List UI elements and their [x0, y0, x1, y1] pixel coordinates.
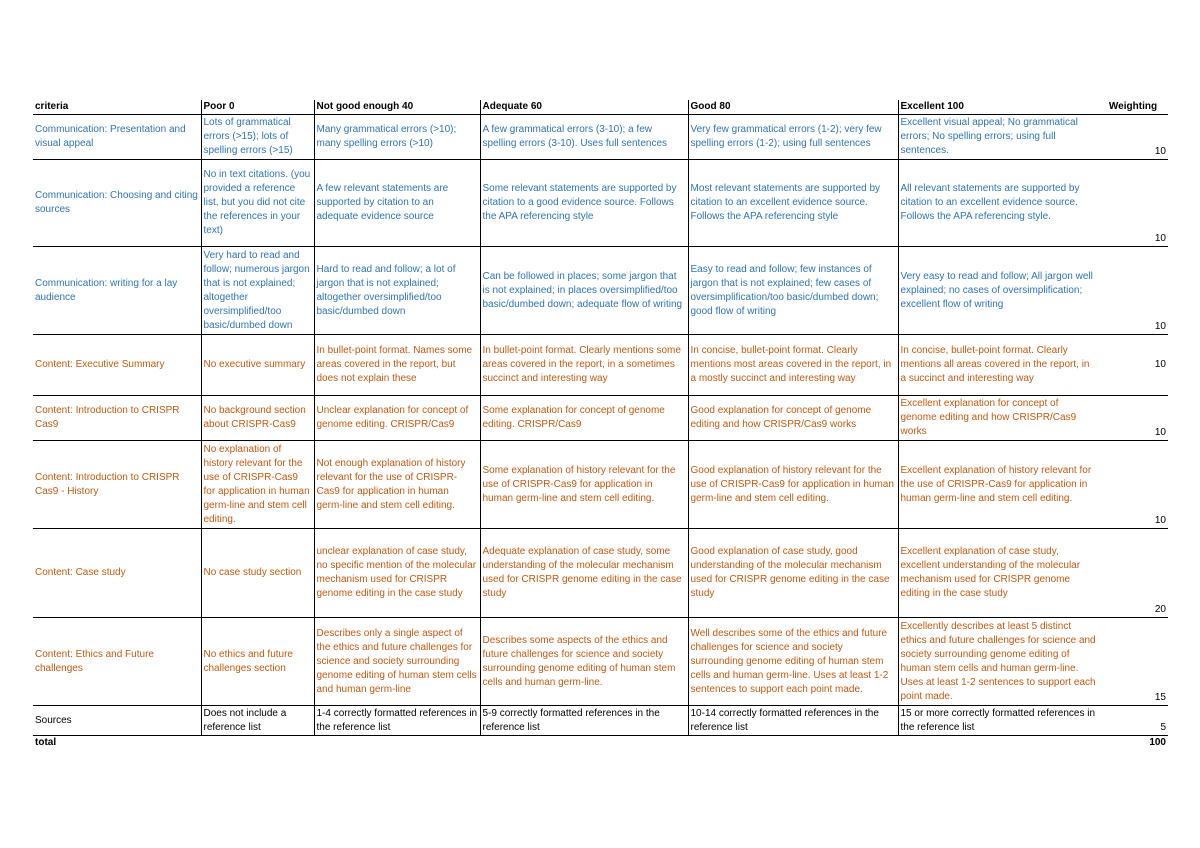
- adequate-cell: In bullet-point format. Clearly mentions some areas covered in the report, in a sometimes succinct and interesting way: [480, 335, 688, 396]
- header-weighting: Weighting: [1098, 100, 1168, 115]
- excellent-cell: 15 or more correctly formatted references in the reference list: [898, 706, 1098, 736]
- excellent-cell: Excellently describes at least 5 distinct ethics and future challenges for science and society surrounding genome editing of human stem cells and human germ-line. Uses at least 1-2 sentences to support each point made.: [898, 618, 1098, 706]
- not-good-cell: A few relevant statements are supported by citation to an adequate evidence source: [314, 160, 480, 247]
- weight-cell: 15: [1098, 618, 1168, 706]
- not-good-cell: 1-4 correctly formatted references in the reference list: [314, 706, 480, 736]
- excellent-cell: Very easy to read and follow; All jargon well explained; no cases of oversimplification; excellent flow of writing: [898, 247, 1098, 335]
- good-cell: In concise, bullet-point format. Clearly mentions most areas covered in the report, in a mostly succinct and interesting way: [688, 335, 898, 396]
- good-cell: Easy to read and follow; few instances of jargon that is not explained; few cases of oversimplification/too basic/dumbed down; good flow of writing: [688, 247, 898, 335]
- not-good-cell: Many grammatical errors (>10); many spelling errors (>10): [314, 115, 480, 160]
- good-cell: Most relevant statements are supported by citation to an excellent evidence source. Follows the APA referencing style: [688, 160, 898, 247]
- weight-cell: 10: [1098, 396, 1168, 441]
- poor-cell: No explanation of history relevant for the use of CRISPR-Cas9 for application in human germ-line and stem cell editing.: [201, 441, 314, 529]
- criteria-cell: Communication: Choosing and citing sources: [33, 160, 201, 247]
- excellent-cell: Excellent explanation of case study, excellent understanding of the molecular mechanism used for CRISPR genome editing in the case study: [898, 529, 1098, 618]
- table-row: [33, 396, 1168, 441]
- poor-cell: No background section about CRISPR-Cas9: [201, 396, 314, 441]
- adequate-cell: 5-9 correctly formatted references in the reference list: [480, 706, 688, 736]
- excellent-cell: In concise, bullet-point format. Clearly mentions all areas covered in the report, in a succinct and interesting way: [898, 335, 1098, 396]
- criteria-cell: Content: Introduction to CRISPR Cas9 - History: [33, 441, 201, 529]
- excellent-cell: All relevant statements are supported by citation to an excellent evidence source. Follows the APA referencing style.: [898, 160, 1098, 247]
- good-cell: Good explanation of case study, good understanding of the molecular mechanism used for CRISPR genome editing in the case study: [688, 529, 898, 618]
- header-excellent: Excellent 100: [898, 100, 1098, 115]
- weight-cell: 5: [1098, 706, 1168, 736]
- good-cell: Good explanation for concept of genome editing and how CRISPR/Cas9 works: [688, 396, 898, 441]
- good-cell: Good explanation of history relevant for the use of CRISPR-Cas9 for application in human germ-line and stem cell editing.: [688, 441, 898, 529]
- poor-cell: No in text citations. (you provided a reference list, but you did not cite the references in your text): [201, 160, 314, 247]
- table-row: [33, 247, 1168, 335]
- not-good-cell: unclear explanation of case study, no specific mention of the molecular mechanism used for CRISPR genome editing in the case study: [314, 529, 480, 618]
- total-weight: 100: [1149, 737, 1166, 748]
- rubric-table: [33, 100, 1168, 750]
- adequate-cell: Some relevant statements are supported by citation to a good evidence source. Follows the APA referencing style: [480, 160, 688, 247]
- criteria-cell: Content: Ethics and Future challenges: [33, 618, 201, 706]
- poor-cell: No executive summary: [201, 335, 314, 396]
- poor-cell: Lots of grammatical errors (>15); lots of spelling errors (>15): [201, 115, 314, 160]
- criteria-cell: Content: Case study: [33, 529, 201, 618]
- adequate-cell: Some explanation for concept of genome editing. CRISPR/Cas9: [480, 396, 688, 441]
- good-cell: Well describes some of the ethics and future challenges for science and society surrounding genome editing of human stem cells and human germ-line. Uses at least 1-2 sentences to support each point made.: [688, 618, 898, 706]
- weight-cell: 20: [1098, 529, 1168, 618]
- total-row: [33, 736, 1168, 751]
- adequate-cell: Describes some aspects of the ethics and future challenges for science and society surrounding genome editing of human stem cells and human germ-line.: [480, 618, 688, 706]
- not-good-cell: Hard to read and follow; a lot of jargon that is not explained; altogether oversimplified/too basic/dumbed down: [314, 247, 480, 335]
- poor-cell: Very hard to read and follow; numerous jargon that is not explained; altogether oversimplified/too basic/dumbed down: [201, 247, 314, 335]
- header-not-good-enough: Not good enough 40: [314, 100, 480, 115]
- poor-cell: Does not include a reference list: [201, 706, 314, 736]
- header-good: Good 80: [688, 100, 898, 115]
- table-row: [33, 115, 1168, 160]
- not-good-cell: In bullet-point format. Names some areas covered in the report, but does not explain these: [314, 335, 480, 396]
- weight-cell: 10: [1098, 335, 1168, 396]
- weight-cell: 10: [1098, 441, 1168, 529]
- good-cell: 10-14 correctly formatted references in the reference list: [688, 706, 898, 736]
- excellent-cell: Excellent visual appeal; No grammatical errors; No spelling errors; using full sentences.: [898, 115, 1098, 160]
- adequate-cell: A few grammatical errors (3-10); a few spelling errors (3-10). Uses full sentences: [480, 115, 688, 160]
- adequate-cell: Adequate explanation of case study, some understanding of the molecular mechanism used for CRISPR genome editing in the case study: [480, 529, 688, 618]
- poor-cell: No case study section: [201, 529, 314, 618]
- not-good-cell: Not enough explanation of history relevant for the use of CRISPR-Cas9 for application in human germ-line and stem cell editing.: [314, 441, 480, 529]
- header-criteria: criteria: [33, 100, 201, 115]
- total-label: total: [35, 737, 57, 748]
- header-row: [33, 100, 1168, 115]
- criteria-cell: Sources: [33, 706, 201, 736]
- table-row: [33, 529, 1168, 618]
- criteria-cell: Content: Executive Summary: [33, 335, 201, 396]
- adequate-cell: Can be followed in places; some jargon that is not explained; in places oversimplified/too basic/dumbed down; adequate flow of writing: [480, 247, 688, 335]
- weight-cell: 10: [1098, 160, 1168, 247]
- weight-cell: 10: [1098, 247, 1168, 335]
- criteria-cell: Communication: writing for a lay audience: [33, 247, 201, 335]
- excellent-cell: Excellent explanation of history relevant for the use of CRISPR-Cas9 for application in human germ-line and stem cell editing.: [898, 441, 1098, 529]
- good-cell: Very few grammatical errors (1-2); very few spelling errors (1-2); using full sentences: [688, 115, 898, 160]
- excellent-cell: Excellent explanation for concept of genome editing and how CRISPR/Cas9 works: [898, 396, 1098, 441]
- table-row: [33, 618, 1168, 706]
- table-row: [33, 160, 1168, 247]
- not-good-cell: Unclear explanation for concept of genome editing. CRISPR/Cas9: [314, 396, 480, 441]
- table-row: [33, 706, 1168, 736]
- table-row: [33, 335, 1168, 396]
- header-adequate: Adequate 60: [480, 100, 688, 115]
- criteria-cell: Communication: Presentation and visual appeal: [33, 115, 201, 160]
- adequate-cell: Some explanation of history relevant for the use of CRISPR-Cas9 for application in human germ-line and stem cell editing.: [480, 441, 688, 529]
- not-good-cell: Describes only a single aspect of the ethics and future challenges for science and society surrounding genome editing of human stem cells and human germ-line: [314, 618, 480, 706]
- table-row: [33, 441, 1168, 529]
- weight-cell: 10: [1098, 115, 1168, 160]
- header-poor: Poor 0: [201, 100, 314, 115]
- poor-cell: No ethics and future challenges section: [201, 618, 314, 706]
- criteria-cell: Content: Introduction to CRISPR Cas9: [33, 396, 201, 441]
